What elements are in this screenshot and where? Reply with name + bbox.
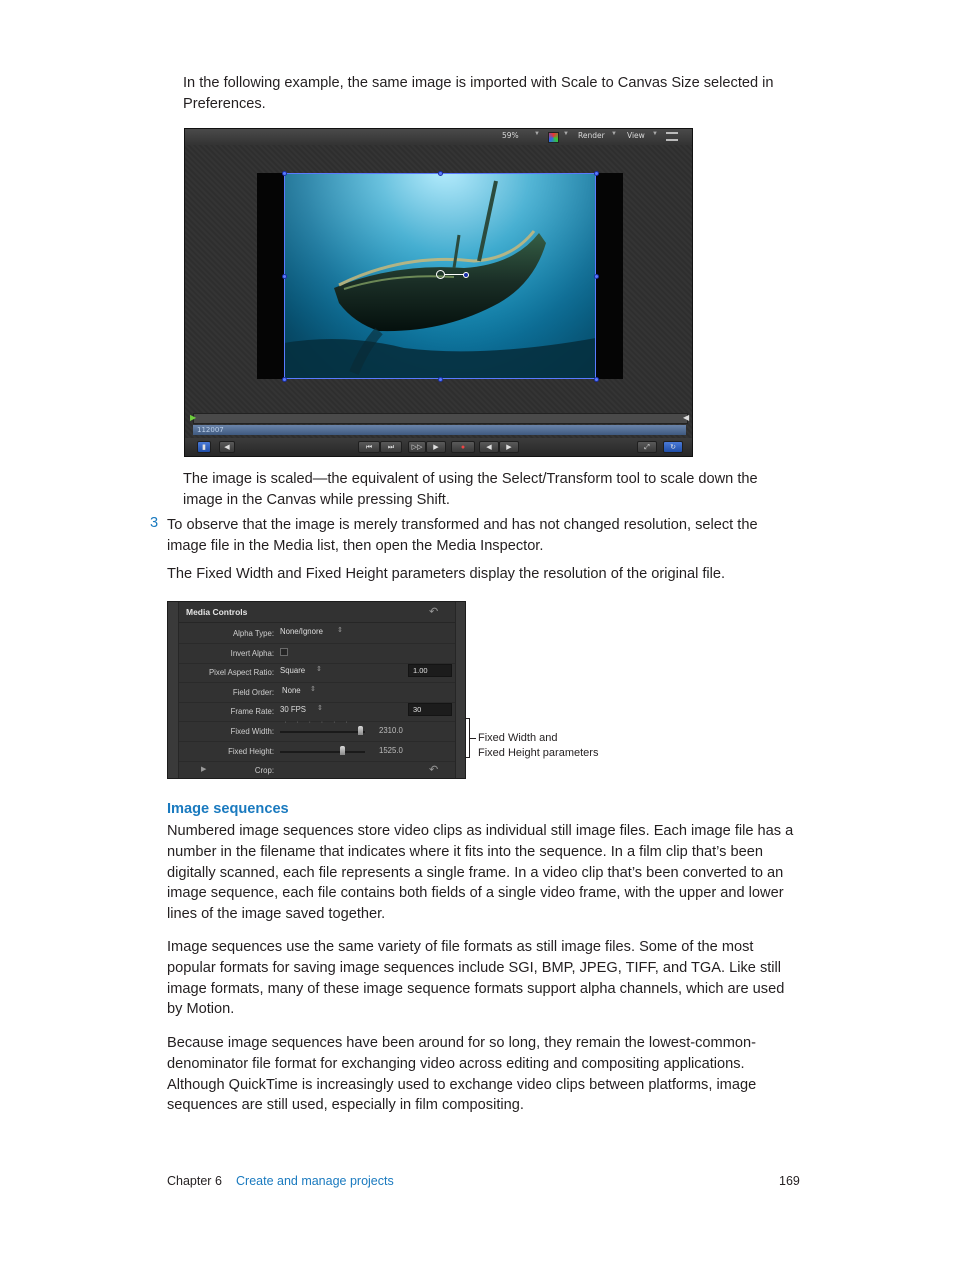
loop-icon[interactable]: ↻: [663, 441, 683, 453]
view-menu[interactable]: View: [627, 131, 645, 140]
section-heading: Image sequences: [167, 801, 289, 817]
transform-handle[interactable]: [282, 377, 287, 382]
callout-line-2: Fixed Height parameters: [478, 746, 599, 759]
transform-handle[interactable]: [438, 171, 443, 176]
step-frame-button[interactable]: ▷▷: [408, 441, 426, 453]
inspector-title: Media Controls: [186, 607, 248, 617]
crop-row: [179, 760, 455, 780]
transport-controls: [185, 438, 692, 457]
frame-rate-label: Frame Rate:: [230, 707, 274, 716]
fixed-height-label: Fixed Height:: [228, 747, 274, 756]
scaled-description: The image is scaled—the equivalent of using the Select/Transform tool to scale down the image in the Canvas while pressing Shift.: [183, 471, 758, 508]
fixed-height-row: [179, 741, 455, 762]
fixed-params-paragraph: The Fixed Width and Fixed Height parameters display the resolution of the original file.: [167, 566, 726, 582]
fixed-height-value[interactable]: 1525.0: [379, 746, 403, 755]
transform-handle[interactable]: [438, 377, 443, 382]
chevron-down-icon[interactable]: ▼: [652, 131, 658, 137]
up-down-arrows-icon[interactable]: ⇕: [316, 666, 322, 673]
field-order-popup[interactable]: None: [282, 686, 301, 695]
transform-handle[interactable]: [594, 377, 599, 382]
media-controls-inspector: [167, 601, 466, 779]
layout-menu-icon[interactable]: [666, 132, 678, 141]
step-number: 3: [150, 515, 159, 531]
field-order-label: Field Order:: [232, 688, 274, 697]
chevron-down-icon[interactable]: ▼: [563, 131, 569, 137]
fixed-height-slider[interactable]: [280, 751, 365, 753]
footer-chapter: Chapter 6: [167, 1174, 222, 1188]
mini-timeline[interactable]: [193, 425, 686, 435]
slider-ticks: '''''': [285, 722, 358, 728]
up-down-arrows-icon[interactable]: ⇕: [310, 686, 316, 693]
step-3-text: To observe that the image is merely transformed and has not changed resolution, select the image file in the Media list, then open the Media Inspector.: [167, 517, 758, 554]
canvas-area[interactable]: [185, 145, 692, 457]
anchor-point-icon[interactable]: [436, 270, 445, 279]
invert-alpha-row: [179, 643, 455, 664]
invert-alpha-checkbox[interactable]: [280, 648, 288, 656]
play-start-marker-icon[interactable]: ▶: [190, 413, 197, 422]
go-to-start-button[interactable]: ⏮: [358, 441, 380, 453]
crop-label: Crop:: [254, 766, 274, 775]
footer-chapter-link[interactable]: Create and manage projects: [236, 1174, 394, 1188]
audio-back-button[interactable]: ◀: [479, 441, 499, 453]
rotation-handle-icon[interactable]: [463, 272, 469, 278]
frame-rate-field[interactable]: 30: [408, 703, 452, 716]
disclosure-triangle-icon[interactable]: ▶: [201, 766, 207, 773]
fixed-width-slider[interactable]: [280, 731, 365, 733]
pixel-aspect-ratio-label: Pixel Aspect Ratio:: [208, 668, 274, 677]
play-end-marker-icon[interactable]: ◀: [683, 413, 690, 422]
go-to-end-button[interactable]: ⏭: [380, 441, 402, 453]
canvas-screenshot: [184, 128, 693, 457]
up-down-arrows-icon[interactable]: ⇕: [317, 705, 323, 712]
frame-counter: 112007: [197, 426, 224, 434]
canvas-toolbar: [185, 129, 692, 146]
pixel-aspect-ratio-field[interactable]: 1.00: [408, 664, 452, 677]
chevron-down-icon[interactable]: ▼: [534, 131, 540, 137]
media-controls-panel: [178, 602, 456, 778]
fixed-width-slider-thumb[interactable]: [358, 726, 363, 735]
transform-handle[interactable]: [594, 171, 599, 176]
section-paragraph-2: Image sequences use the same variety of file formats as still image files. Some of the most popular formats for saving image sequences include SGI, BMP, JPEG, TIFF, and TGA. Like still image formats, many of these image sequence formats support alpha channels, which are used by Motion.: [167, 939, 785, 1018]
play-button[interactable]: ▶: [426, 441, 446, 453]
render-menu[interactable]: Render: [578, 131, 605, 140]
inspector-header: [179, 602, 455, 623]
callout-leader: [470, 738, 476, 739]
fixed-width-row: [179, 721, 455, 742]
invert-alpha-label: Invert Alpha:: [230, 649, 274, 658]
rotation-handle-line[interactable]: [445, 274, 465, 275]
step-back-button[interactable]: ◀: [219, 441, 235, 453]
alpha-type-popup[interactable]: None/Ignore: [280, 627, 323, 636]
zoom-level[interactable]: 59%: [502, 131, 519, 140]
pixel-aspect-ratio-row: [179, 662, 455, 683]
section-paragraph-1: Numbered image sequences store video clips as individual still image files. Each image file has a number in the filename that indicates where it fits into the sequence. In a film clip that’s been digitally scanned, each file represents a single frame. In a video clip that’s been converted to an image sequence, each file contains both fields of a single video frame, with the upper and lower lines of the image saved together.: [167, 823, 794, 923]
record-button[interactable]: ●: [451, 441, 475, 453]
transform-handle[interactable]: [282, 274, 287, 279]
fixed-height-slider-thumb[interactable]: [340, 746, 345, 755]
frame-rate-row: [179, 701, 455, 722]
reset-icon[interactable]: ↶: [429, 606, 439, 618]
callout-text: [478, 731, 598, 760]
timing-bar[interactable]: [193, 413, 688, 424]
chevron-down-icon[interactable]: ▼: [611, 131, 617, 137]
intro-paragraph: In the following example, the same image is imported with Scale to Canvas Size selected in Preferences.: [183, 75, 774, 112]
color-channels-icon[interactable]: [548, 132, 559, 143]
transform-handle[interactable]: [282, 171, 287, 176]
alpha-type-row: [179, 623, 455, 644]
page-number: 169: [779, 1174, 800, 1188]
callout-line-1: Fixed Width and: [478, 732, 558, 744]
audio-forward-button[interactable]: ▶: [499, 441, 519, 453]
reset-icon[interactable]: ↶: [429, 764, 439, 776]
timeline-toggle-button[interactable]: ▮: [197, 441, 211, 453]
up-down-arrows-icon[interactable]: ⇕: [337, 627, 343, 634]
field-order-row: [179, 682, 455, 703]
fixed-width-label: Fixed Width:: [230, 727, 274, 736]
frame-rate-popup[interactable]: 30 FPS: [280, 705, 307, 714]
fixed-width-value[interactable]: 2310.0: [379, 726, 403, 735]
full-screen-icon[interactable]: ⤢: [637, 441, 657, 453]
alpha-type-label: Alpha Type:: [232, 629, 274, 638]
transform-handle[interactable]: [594, 274, 599, 279]
pixel-aspect-ratio-popup[interactable]: Square: [280, 666, 306, 675]
section-paragraph-3: Because image sequences have been around for so long, they remain the lowest-common-denominator file format for exchanging video across editing and compositing applications. Although QuickTime is increasingly used to exchange video clips between platforms, image sequences are still used, especially in film compositing.: [167, 1035, 757, 1114]
